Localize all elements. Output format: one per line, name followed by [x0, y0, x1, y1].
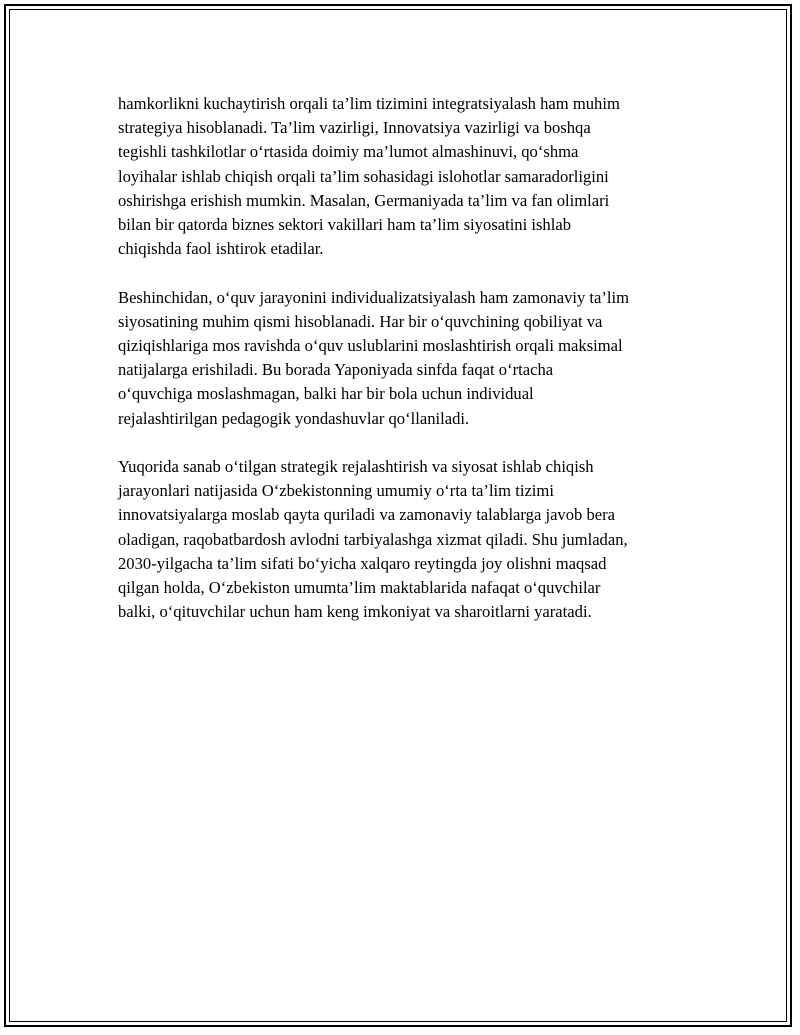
paragraph-1 [118, 92, 698, 261]
text-line: oladigan, raqobatbardosh avlodni tarbiyalashga xizmat qiladi. Shu jumladan, [118, 529, 628, 549]
text-line: tegishli tashkilotlar o‘rtasida doimiy ma’lumot almashinuvi, qo‘shma [118, 142, 579, 162]
document-body [118, 92, 698, 649]
text-line: hamkorlikni kuchaytirish orqali ta’lim tizimini integratsiyalash ham muhim [118, 94, 620, 113]
text-line: bilan bir qatorda biznes sektori vakillari ham ta’lim siyosatini ishlab [118, 215, 571, 235]
text-line: o‘quvchiga moslashmagan, balki har bir bola uchun individual [118, 384, 534, 404]
text-line: strategiya hisoblanadi. Ta’lim vazirligi, Innovatsiya vazirligi va boshqa [118, 118, 591, 138]
text-line: oshirishga erishish mumkin. Masalan, Germaniyada ta’lim va fan olimlari [118, 190, 610, 210]
text-line: innovatsiyalarga moslab qayta quriladi va zamonaviy talablarga javob bera [118, 505, 616, 525]
text-line: chiqishda faol ishtirok etadilar. [118, 239, 324, 259]
text-line: Yuqorida sanab o‘tilgan strategik rejalashtirish va siyosat ishlab chiqish [118, 457, 594, 477]
text-line: rejalashtirilgan pedagogik yondashuvlar qo‘llaniladi. [118, 408, 470, 428]
text-line: qiziqishlariga mos ravishda o‘quv uslublarini moslashtirish orqali maksimal [118, 336, 623, 356]
text-line: 2030-yilgacha ta’lim sifati bo‘yicha xalqaro reytingda joy olishni maqsad [118, 553, 607, 573]
text-line: natijalarga erishiladi. Bu borada Yaponiyada sinfda faqat o‘rtacha [118, 360, 554, 380]
text-line: jarayonlari natijasida O‘zbekistonning umumiy o‘rta ta’lim tizimi [118, 481, 554, 501]
paragraph-2 [118, 286, 698, 431]
text-line: siyosatining muhim qismi hisoblanadi. Har bir o‘quvchining qobiliyat va [118, 311, 603, 331]
text-line: balki, o‘qituvchilar uchun ham keng imkoniyat va sharoitlarni yaratadi. [118, 602, 592, 622]
paragraph-3 [118, 455, 698, 624]
text-line: loyihalar ishlab chiqish orqali ta’lim sohasidagi islohotlar samaradorligini [118, 166, 609, 186]
text-line: Beshinchidan, o‘quv jarayonini individualizatsiyalash ham zamonaviy ta’lim [118, 287, 630, 307]
text-line: qilgan holda, O‘zbekiston umumta’lim maktablarida nafaqat o‘quvchilar [118, 578, 601, 598]
